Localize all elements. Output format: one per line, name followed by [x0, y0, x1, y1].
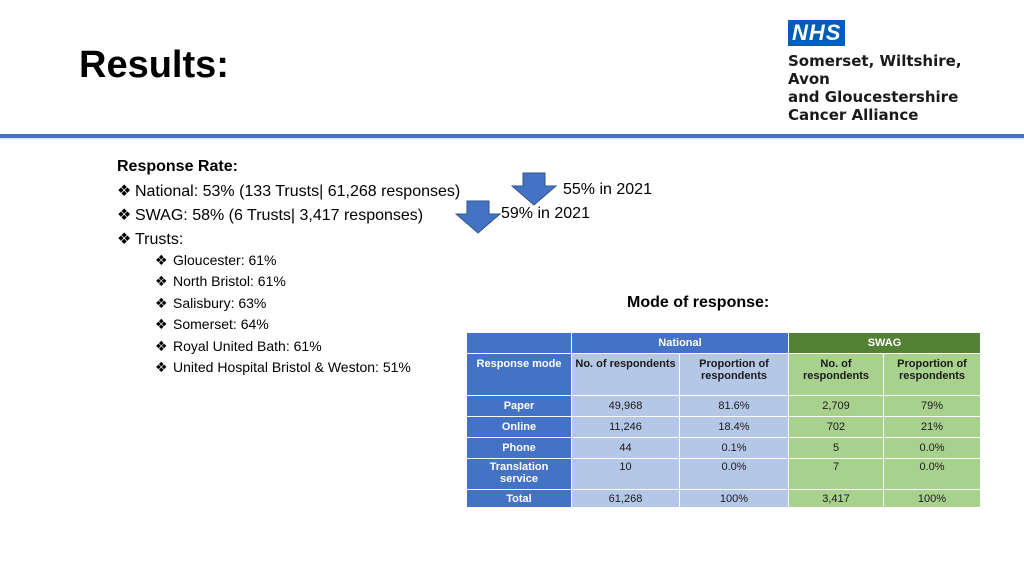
- diamond-bullet-icon: ❖: [155, 274, 168, 290]
- page-title: Results:: [79, 44, 229, 86]
- table-row: [467, 438, 981, 459]
- table-cell: 0.0%: [680, 459, 789, 490]
- table-cell: 0.1%: [680, 438, 789, 459]
- row-label: Phone: [467, 438, 572, 459]
- diamond-bullet-icon: ❖: [117, 181, 132, 200]
- table-cell: 5: [789, 438, 884, 459]
- swag-trend: 59% in 2021: [501, 205, 590, 222]
- swag-group-header: SWAG: [789, 333, 981, 354]
- column-header: No. of respondents: [789, 354, 884, 396]
- table-column-header-row: [467, 354, 981, 396]
- down-arrow-icon: [455, 200, 501, 234]
- down-arrow-icon: [511, 172, 557, 206]
- trust-item: [155, 338, 322, 355]
- table-total-row: [467, 490, 981, 508]
- trust-label: Somerset: 64%: [173, 316, 269, 332]
- table-cell: 18.4%: [680, 417, 789, 438]
- table-cell: 81.6%: [680, 396, 789, 417]
- table-cell: 49,968: [572, 396, 680, 417]
- swag-rate-label: SWAG: 58% (6 Trusts| 3,417 responses): [135, 207, 424, 224]
- row-label: Paper: [467, 396, 572, 417]
- table-cell: 10: [572, 459, 680, 490]
- swag-rate: [117, 205, 423, 225]
- national-group-header: National: [572, 333, 789, 354]
- row-label: Total: [467, 490, 572, 508]
- diamond-bullet-icon: ❖: [155, 296, 168, 312]
- logo-text: [788, 52, 998, 124]
- trust-item: [155, 273, 286, 290]
- logo-line: Cancer Alliance: [788, 106, 919, 124]
- diamond-bullet-icon: ❖: [155, 317, 168, 333]
- table-cell: 79%: [884, 396, 981, 417]
- trust-label: United Hospital Bristol & Weston: 51%: [173, 359, 411, 375]
- column-header: Proportion of respondents: [680, 354, 789, 396]
- national-rate: [117, 181, 460, 201]
- diamond-bullet-icon: ❖: [155, 339, 168, 355]
- national-trend: 55% in 2021: [563, 181, 652, 198]
- mode-of-response-title: Mode of response:: [627, 294, 770, 311]
- table-cell: 702: [789, 417, 884, 438]
- table-cell: 100%: [884, 490, 981, 508]
- trusts-label: Trusts:: [135, 231, 184, 248]
- table-cell: 7: [789, 459, 884, 490]
- table-cell: 61,268: [572, 490, 680, 508]
- header-divider-shadow: [0, 138, 1024, 141]
- column-header: No. of respondents: [572, 354, 680, 396]
- diamond-bullet-icon: ❖: [117, 229, 132, 248]
- row-label: Online: [467, 417, 572, 438]
- table-row: [467, 417, 981, 438]
- column-header: Response mode: [467, 354, 572, 396]
- table-cell: 2,709: [789, 396, 884, 417]
- trust-item: [155, 252, 277, 269]
- nhs-badge: NHS: [788, 20, 845, 46]
- trust-label: Royal United Bath: 61%: [173, 338, 322, 354]
- diamond-bullet-icon: ❖: [155, 253, 168, 269]
- table-cell: 11,246: [572, 417, 680, 438]
- logo-line: and Gloucestershire: [788, 88, 959, 106]
- table-cell: 0.0%: [884, 459, 981, 490]
- row-label: Translation service: [467, 459, 572, 490]
- table-corner-cell: [467, 333, 572, 354]
- mode-of-response-table: [466, 332, 981, 508]
- table-cell: 100%: [680, 490, 789, 508]
- nhs-logo: [788, 20, 998, 124]
- trust-item: [155, 316, 269, 333]
- trust-label: Salisbury: 63%: [173, 295, 267, 311]
- table-cell: 0.0%: [884, 438, 981, 459]
- table-row: [467, 459, 981, 490]
- table-row: [467, 396, 981, 417]
- trust-label: Gloucester: 61%: [173, 252, 277, 268]
- trust-label: North Bristol: 61%: [173, 273, 286, 289]
- logo-line: Somerset, Wiltshire, Avon: [788, 52, 962, 88]
- table-group-header-row: [467, 333, 981, 354]
- table-cell: 44: [572, 438, 680, 459]
- trusts-heading: [117, 229, 183, 249]
- national-rate-label: National: 53% (133 Trusts| 61,268 responses): [135, 183, 461, 200]
- trust-item: [155, 359, 411, 376]
- trust-item: [155, 295, 266, 312]
- table-cell: 3,417: [789, 490, 884, 508]
- response-rate-heading: Response Rate:: [117, 158, 238, 175]
- diamond-bullet-icon: ❖: [117, 205, 132, 224]
- diamond-bullet-icon: ❖: [155, 360, 168, 376]
- column-header: Proportion of respondents: [884, 354, 981, 396]
- table-cell: 21%: [884, 417, 981, 438]
